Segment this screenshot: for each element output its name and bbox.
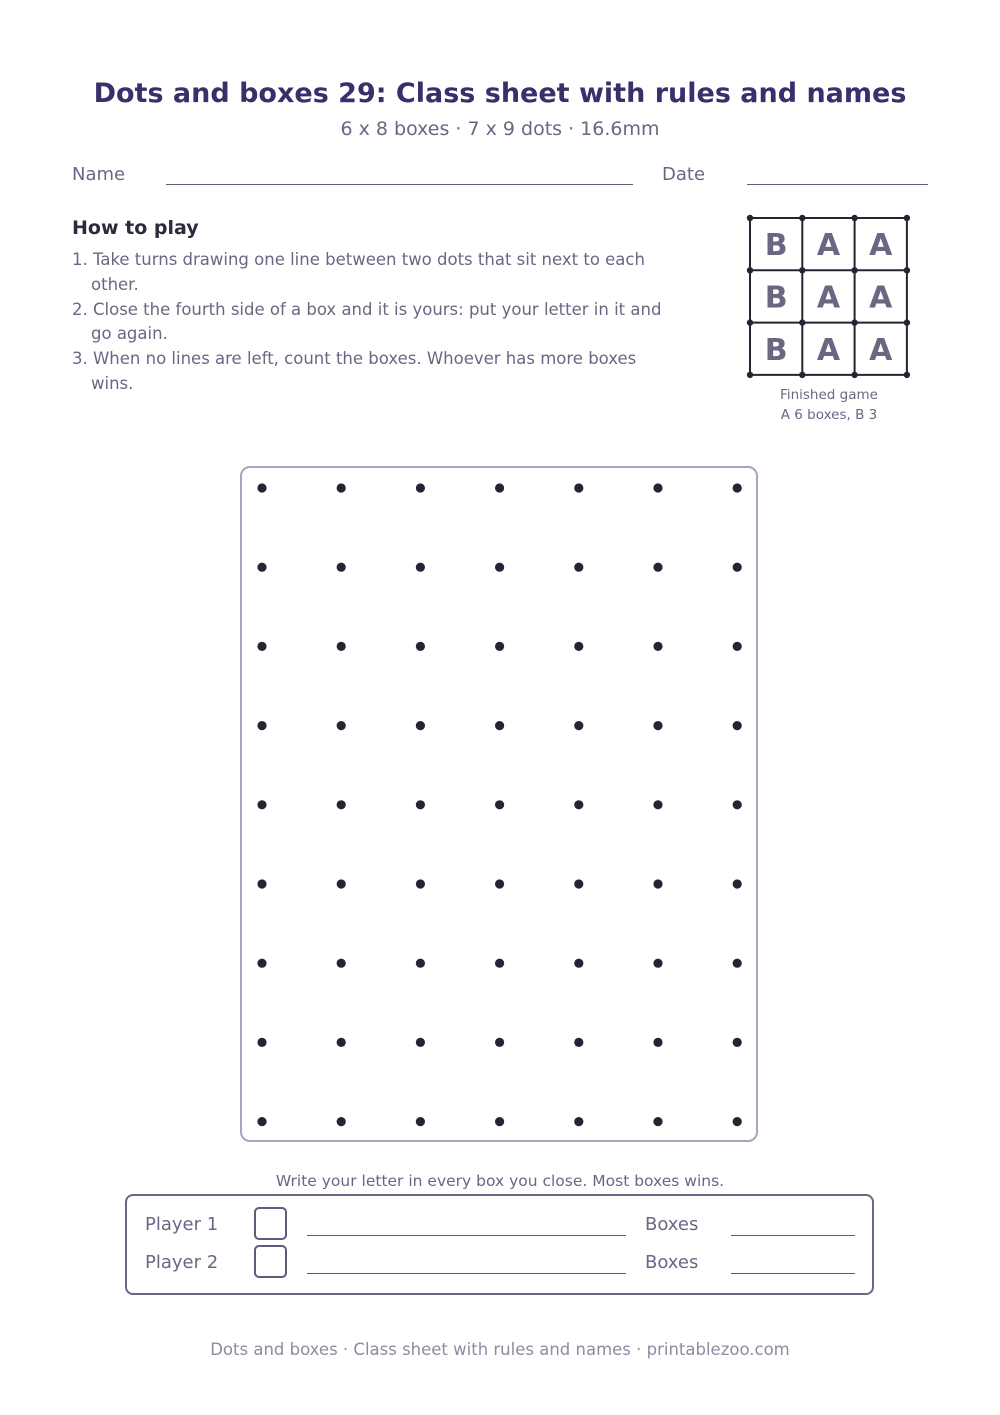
date-label: Date xyxy=(662,164,706,185)
board-dot[interactable] xyxy=(574,1117,583,1126)
example-grid xyxy=(740,210,920,386)
page-footer: Dots and boxes · Class sheet with rules and names · printablezoo.com xyxy=(210,1340,790,1359)
board-dot[interactable] xyxy=(257,563,266,572)
rules-list xyxy=(72,248,672,397)
example-caption-title: Finished game xyxy=(780,387,878,403)
board-dot[interactable] xyxy=(653,1038,662,1047)
board-dot[interactable] xyxy=(495,800,504,809)
player-2-boxes-line[interactable] xyxy=(731,1273,855,1274)
board-dot[interactable] xyxy=(733,563,742,572)
example-dot xyxy=(799,215,805,221)
board-dot[interactable] xyxy=(257,721,266,730)
board-dot[interactable] xyxy=(337,1038,346,1047)
board-dot[interactable] xyxy=(495,1038,504,1047)
player-1-name-line[interactable] xyxy=(307,1235,626,1236)
player-1-label: Player 1 xyxy=(145,1214,219,1235)
player-2-name-line[interactable] xyxy=(307,1273,626,1274)
score-panel xyxy=(125,1194,874,1295)
board-dot[interactable] xyxy=(257,642,266,651)
board-dot[interactable] xyxy=(416,879,425,888)
example-dot xyxy=(799,319,805,325)
board-dot[interactable] xyxy=(416,563,425,572)
board-dot[interactable] xyxy=(733,959,742,968)
board-dot[interactable] xyxy=(495,959,504,968)
board-dot[interactable] xyxy=(337,721,346,730)
example-box-letter: B xyxy=(764,280,788,316)
board-dot[interactable] xyxy=(653,642,662,651)
board-dot[interactable] xyxy=(337,800,346,809)
board-dot[interactable] xyxy=(653,800,662,809)
board-dot[interactable] xyxy=(495,563,504,572)
board-dot[interactable] xyxy=(574,959,583,968)
date-line[interactable] xyxy=(747,184,928,185)
board-dot[interactable] xyxy=(416,483,425,492)
board-dot[interactable] xyxy=(337,959,346,968)
board-dot[interactable] xyxy=(337,879,346,888)
board-dot[interactable] xyxy=(733,1038,742,1047)
board-dot[interactable] xyxy=(337,483,346,492)
board-dot[interactable] xyxy=(574,800,583,809)
example-dot xyxy=(851,372,857,378)
board-dot[interactable] xyxy=(733,721,742,730)
player-2-letter-box[interactable] xyxy=(254,1245,287,1278)
board-dot[interactable] xyxy=(337,1117,346,1126)
name-label: Name xyxy=(72,164,126,185)
example-dot xyxy=(904,215,910,221)
dot-board[interactable] xyxy=(240,466,758,1142)
board-dot[interactable] xyxy=(574,642,583,651)
example-dot xyxy=(747,267,753,273)
player-2-label: Player 2 xyxy=(145,1252,219,1273)
name-line[interactable] xyxy=(166,184,633,185)
example-box-letter: A xyxy=(816,332,841,368)
score-instruction: Write your letter in every box you close. Most boxes wins. xyxy=(275,1172,725,1190)
board-dot[interactable] xyxy=(495,642,504,651)
board-dot[interactable] xyxy=(416,642,425,651)
example-dot xyxy=(904,319,910,325)
board-dot[interactable] xyxy=(257,1117,266,1126)
example-dot xyxy=(851,215,857,221)
page-title: Dots and boxes 29: Class sheet with rules and names xyxy=(93,78,907,109)
board-dot[interactable] xyxy=(653,563,662,572)
dot-grid[interactable] xyxy=(242,468,760,1144)
board-dot[interactable] xyxy=(495,879,504,888)
page-subtitle: 6 x 8 boxes · 7 x 9 dots · 16.6mm xyxy=(340,118,660,140)
board-dot[interactable] xyxy=(416,1117,425,1126)
board-dot[interactable] xyxy=(495,1117,504,1126)
player-2-boxes-label: Boxes xyxy=(645,1252,699,1273)
example-dot xyxy=(904,267,910,273)
board-dot[interactable] xyxy=(574,721,583,730)
example-box-letter: B xyxy=(764,228,788,264)
board-dot[interactable] xyxy=(416,721,425,730)
example-dot xyxy=(747,319,753,325)
board-dot[interactable] xyxy=(257,879,266,888)
example-box-letter: A xyxy=(816,228,841,264)
board-dot[interactable] xyxy=(416,1038,425,1047)
example-dot xyxy=(747,215,753,221)
board-dot[interactable] xyxy=(653,1117,662,1126)
example-box-letter: A xyxy=(869,280,893,316)
board-dot[interactable] xyxy=(653,721,662,730)
example-box-letter: A xyxy=(869,332,893,368)
player-1-letter-box[interactable] xyxy=(254,1207,287,1240)
rule-item: 3. When no lines are left, count the boxes. Whoever has more boxes wins. xyxy=(72,349,637,393)
rule-item: 2. Close the fourth side of a box and it is yours: put your letter in it and go again. xyxy=(72,299,662,344)
example-dot xyxy=(904,372,910,378)
player-1-boxes-label: Boxes xyxy=(645,1214,699,1235)
board-dot[interactable] xyxy=(416,800,425,809)
board-dot[interactable] xyxy=(574,483,583,492)
board-dot[interactable] xyxy=(337,563,346,572)
example-caption-score: A 6 boxes, B 3 xyxy=(780,407,878,423)
board-dot[interactable] xyxy=(574,1038,583,1047)
board-dot[interactable] xyxy=(574,563,583,572)
example-dot xyxy=(799,372,805,378)
board-dot[interactable] xyxy=(733,642,742,651)
example-dot xyxy=(851,319,857,325)
board-dot[interactable] xyxy=(337,642,346,651)
board-dot[interactable] xyxy=(733,800,742,809)
example-dot xyxy=(851,267,857,273)
board-dot[interactable] xyxy=(495,483,504,492)
board-dot[interactable] xyxy=(257,800,266,809)
example-box-letter: A xyxy=(816,280,841,316)
board-dot[interactable] xyxy=(653,483,662,492)
board-dot[interactable] xyxy=(257,483,266,492)
example-dot xyxy=(747,372,753,378)
board-dot[interactable] xyxy=(733,1117,742,1126)
rules-heading: How to play xyxy=(72,217,199,239)
example-dot xyxy=(799,267,805,273)
player-1-boxes-line[interactable] xyxy=(731,1235,855,1236)
board-dot[interactable] xyxy=(257,1038,266,1047)
board-dot[interactable] xyxy=(733,879,742,888)
board-dot[interactable] xyxy=(495,721,504,730)
example-box-letter: A xyxy=(869,228,893,264)
board-dot[interactable] xyxy=(653,879,662,888)
board-dot[interactable] xyxy=(733,483,742,492)
board-dot[interactable] xyxy=(257,959,266,968)
example-box-letter: B xyxy=(764,332,788,368)
rule-item: 1. Take turns drawing one line between two dots that sit next to each other. xyxy=(72,250,645,294)
board-dot[interactable] xyxy=(653,959,662,968)
board-dot[interactable] xyxy=(416,959,425,968)
board-dot[interactable] xyxy=(574,879,583,888)
